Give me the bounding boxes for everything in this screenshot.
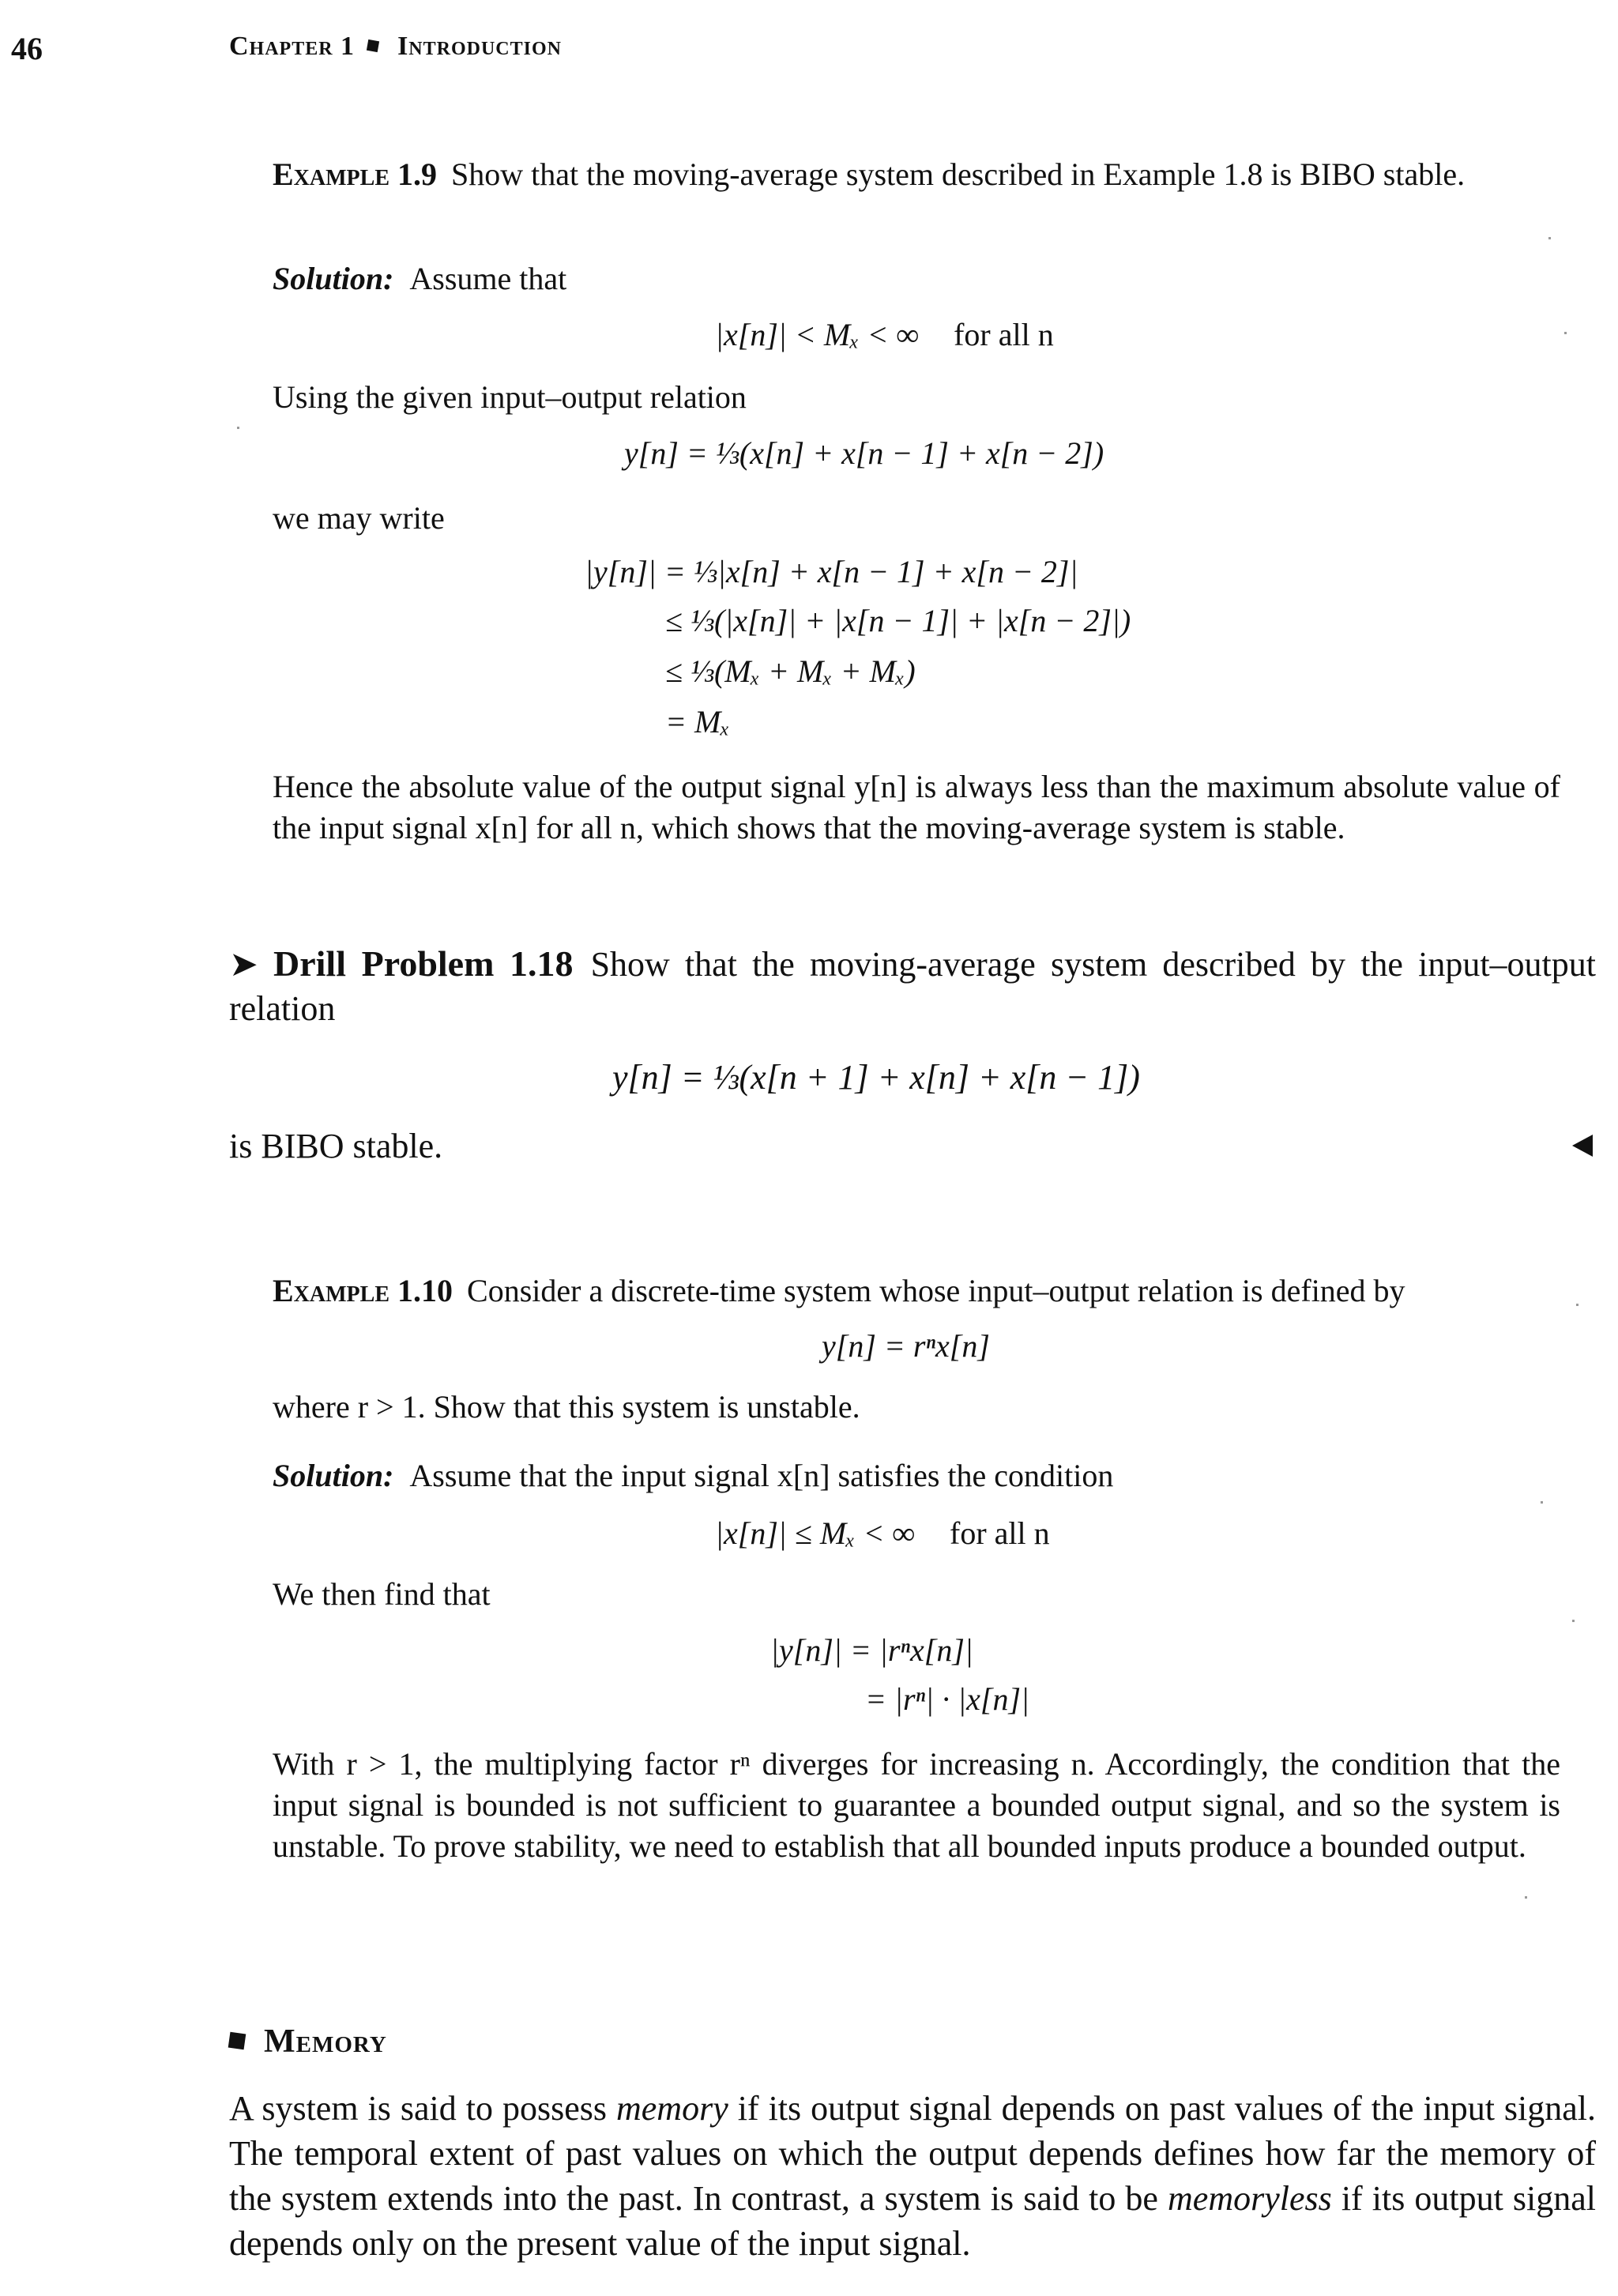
example-1-10-intro [273, 1270, 1584, 1312]
page-number: 46 [11, 31, 43, 66]
memoryless-term: memoryless [1168, 2179, 1332, 2218]
equation-bound-2-expr: |x[n]| ≤ Mₓ < ∞ [715, 1515, 916, 1551]
end-of-problem-icon [1572, 1135, 1593, 1157]
scan-speck [1572, 1620, 1575, 1622]
scan-speck [1525, 1896, 1527, 1899]
scan-speck [1541, 1501, 1543, 1504]
where-text: where r > 1. Show that this system is unstable. [273, 1389, 860, 1425]
bullet-square-icon [367, 40, 379, 52]
equation-chain-line-4: = Mₓ [665, 704, 730, 740]
scan-speck [237, 427, 239, 429]
equation-system: y[n] = rⁿx[n] [822, 1328, 990, 1364]
drill-closing: is BIBO stable. [229, 1127, 443, 1165]
equation-bound-cond: for all n [954, 317, 1054, 352]
example-1-9-intro [273, 154, 1560, 195]
solution-intro: Assume that [409, 261, 567, 296]
equation-chain-2-line-2: = |rⁿ| · |x[n]| [865, 1681, 1030, 1717]
equation-bound-expr: |x[n]| < Mₓ < ∞ [715, 317, 920, 352]
memory-text-3: if its output signal depends only on the present value of the input signal. [229, 2179, 1596, 2263]
drill-equation: y[n] = ⅓(x[n + 1] + x[n] + x[n − 1]) [612, 1058, 1140, 1097]
example-1-9-text: Show that the moving-average system described in Example 1.8 is BIBO stable. [451, 156, 1466, 192]
using-relation-text: Using the given input–output relation [273, 379, 747, 415]
equation-chain-2-line-1: |y[n]| = |rⁿx[n]| [770, 1632, 973, 1668]
memory-section-heading [229, 2023, 387, 2061]
running-head-topic: Introduction [397, 32, 562, 61]
equation-bound-2 [715, 1515, 1050, 1552]
bullet-square-icon [228, 2032, 246, 2050]
example-1-9-solution-line [273, 258, 566, 299]
drill-label: Drill Problem 1.18 [273, 943, 574, 984]
memory-term: memory [615, 2089, 728, 2128]
equation-chain-line-3: ≤ ⅓(Mₓ + Mₓ + Mₓ) [665, 653, 916, 689]
scan-speck [1564, 332, 1567, 334]
then-find-text: We then find that [273, 1576, 491, 1612]
equation-chain-line-1: |y[n]| = ⅓|x[n] + x[n − 1] + x[n − 2]| [585, 554, 1078, 589]
example-1-9-label: Example 1.9 [273, 156, 438, 192]
drill-arrow-icon: ➤ [229, 945, 258, 984]
solution-intro-2: Assume that the input signal x[n] satisfies the condition [409, 1458, 1114, 1493]
memory-heading-text: Memory [264, 2023, 387, 2060]
example-1-10-solution-line [273, 1455, 1113, 1496]
scan-speck [1576, 1304, 1578, 1306]
drill-problem-1-18 [229, 942, 1596, 1031]
solution-label: Solution: [273, 261, 394, 296]
equation-bound-2-cond: for all n [950, 1515, 1050, 1551]
memory-text-1: A system is said to possess [229, 2089, 616, 2128]
equation-relation: y[n] = ⅓(x[n] + x[n − 1] + x[n − 2]) [624, 435, 1104, 471]
solution-label-2: Solution: [273, 1458, 394, 1493]
equation-bound [715, 316, 1054, 353]
we-may-write-text: we may write [273, 500, 445, 536]
scan-speck [1548, 237, 1551, 239]
example-1-10-text: Consider a discrete-time system whose input–output relation is defined by [467, 1273, 1405, 1308]
memory-text-2: if its output signal depends on past values of the input signal. The temporal extent of past values on which the output depends defines how far the memory of the system extends into the past. In contrast, a system is said to be [229, 2089, 1597, 2218]
memory-paragraph [229, 2086, 1596, 2266]
equation-chain-line-2: ≤ ⅓(|x[n]| + |x[n − 1]| + |x[n − 2]|) [665, 603, 1131, 638]
running-head-chapter: Chapter 1 [229, 32, 356, 61]
example-1-10-label: Example 1.10 [273, 1273, 453, 1308]
running-head [229, 32, 562, 62]
example-1-9-conclusion: Hence the absolute value of the output signal y[n] is always less than the maximum absolute value of the input signal x[n] for all n, which shows that the moving-average system is stable. [273, 769, 1560, 845]
drill-text: Show that the moving-average system described by the input–output relation [229, 945, 1596, 1028]
example-1-10-conclusion: With r > 1, the multiplying factor rⁿ diverges for increasing n. Accordingly, the condition that the input signal is bounded is not sufficient to guarantee a bounded output signal, and so the system is unstable. To prove stability, we need to establish that all bounded inputs produce a bounded output. [273, 1746, 1560, 1864]
